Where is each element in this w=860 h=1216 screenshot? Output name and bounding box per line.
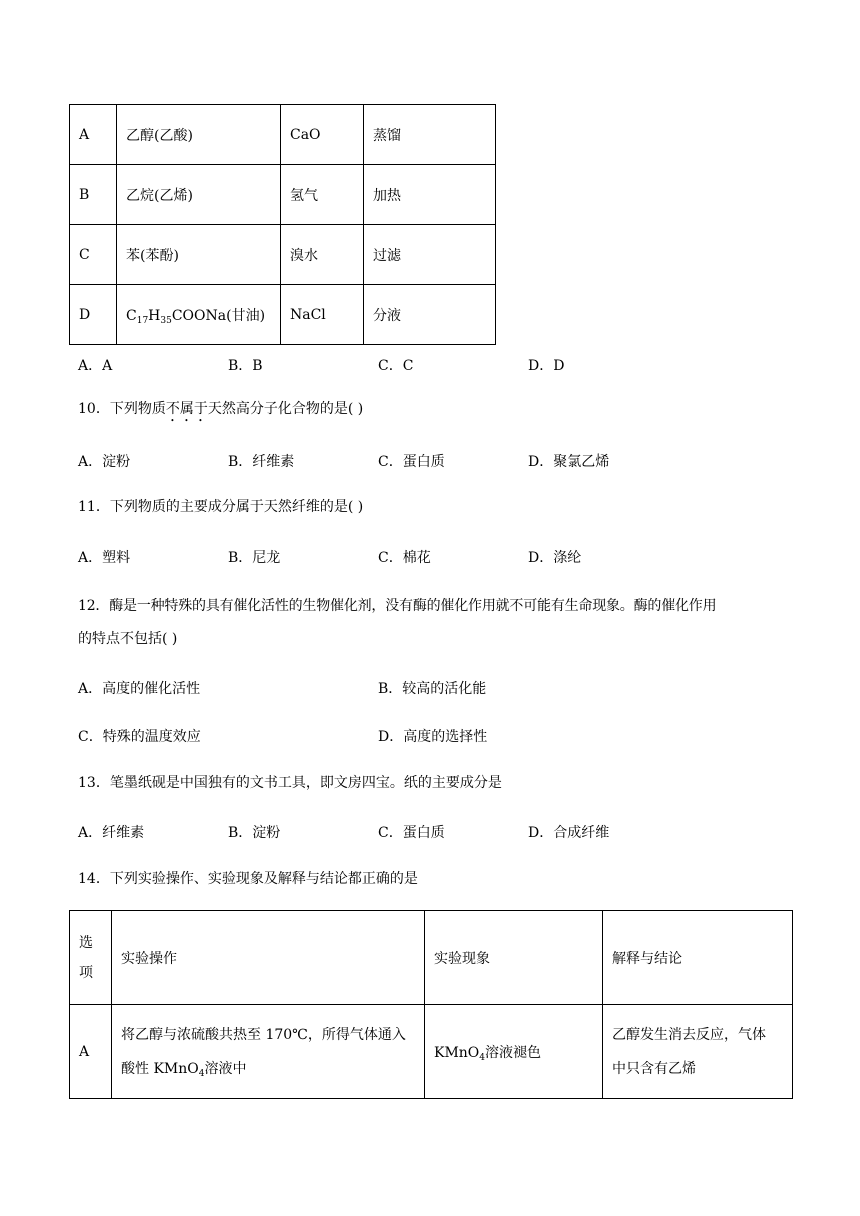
q13-option-b: B．淀粉 (228, 825, 281, 841)
option-cell: C (70, 225, 117, 285)
q12-option-c: C．特殊的温度效应 (78, 729, 201, 745)
q12-option-d: D．高度的选择性 (378, 729, 488, 745)
table-row (70, 105, 496, 165)
method-cell: 加热 (364, 165, 496, 225)
option-cell: A (70, 1005, 112, 1099)
substance-cell: 乙烷(乙烯) (117, 165, 281, 225)
separation-table (69, 104, 496, 345)
q11-option-d: D．涤纶 (528, 550, 582, 566)
method-cell: 过滤 (364, 225, 496, 285)
header-phenomenon: 实验现象 (425, 911, 603, 1005)
question-12-line1: 12．酶是一种特殊的具有催化活性的生物催化剂，没有酶的催化作用就不可能有生命现象。酶的催化作用 (78, 598, 717, 614)
emphasis-text: 不属于 (165, 401, 208, 417)
q10-option-c: C．蛋白质 (378, 454, 445, 470)
q13-option-c: C．蛋白质 (378, 825, 445, 841)
substance-cell: 苯(苯酚) (117, 225, 281, 285)
reagent-cell: 溴水 (281, 225, 364, 285)
question-11: 11．下列物质的主要成分属于天然纤维的是( ) (78, 499, 364, 515)
question-14: 14．下列实验操作、实验现象及解释与结论都正确的是 (78, 871, 418, 887)
reagent-cell: 氢气 (281, 165, 364, 225)
q11-option-b: B．尼龙 (228, 550, 281, 566)
q13-option-a: A．纤维素 (78, 825, 145, 841)
option-cell: D (70, 285, 117, 345)
header-operation: 实验操作 (112, 911, 425, 1005)
q9-option-b: B．B (228, 358, 263, 374)
q9-option-d: D．D (528, 358, 565, 374)
header-conclusion: 解释与结论 (603, 911, 793, 1005)
phenomenon-cell: KMnO$_4$溶液褪色 (425, 1005, 603, 1099)
q9-option-a: A．A (78, 358, 113, 374)
q12-option-b: B．较高的活化能 (378, 681, 487, 697)
experiment-table (69, 910, 793, 1099)
method-cell: 分液 (364, 285, 496, 345)
header-option: 选 项 (70, 911, 112, 1005)
question-10: 10．下列物质不属于天然高分子化合物的是( ) (78, 401, 364, 417)
substance-cell: 乙醇(乙酸) (117, 105, 281, 165)
operation-cell: 将乙醇与浓硫酸共热至 170℃，所得气体通入 酸性 KMnO$_4$溶液中 (112, 1005, 425, 1099)
q10-option-d: D．聚氯乙烯 (528, 454, 610, 470)
q12-option-a: A．高度的催化活性 (78, 681, 201, 697)
q13-option-d: D．合成纤维 (528, 825, 610, 841)
reagent-cell: NaCl (281, 285, 364, 345)
question-13: 13．笔墨纸砚是中国独有的文书工具，即文房四宝。纸的主要成分是 (78, 775, 502, 791)
method-cell: 蒸馏 (364, 105, 496, 165)
question-12-line2: 的特点不包括( ) (78, 631, 178, 647)
option-cell: B (70, 165, 117, 225)
table-header-row (70, 911, 793, 1005)
table-row (70, 285, 496, 345)
table-row (70, 165, 496, 225)
option-cell: A (70, 105, 117, 165)
conclusion-cell: 乙醇发生消去反应，气体 中只含有乙烯 (603, 1005, 793, 1099)
table-row (70, 1005, 793, 1099)
q11-option-a: A．塑料 (78, 550, 131, 566)
table-row (70, 225, 496, 285)
substance-cell: $C_{17}H_{35}COONa$(甘油) (117, 285, 281, 345)
q11-option-c: C．棉花 (378, 550, 431, 566)
q10-option-a: A．淀粉 (78, 454, 131, 470)
q10-option-b: B．纤维素 (228, 454, 295, 470)
reagent-cell: CaO (281, 105, 364, 165)
q9-option-c: C．C (378, 358, 414, 374)
